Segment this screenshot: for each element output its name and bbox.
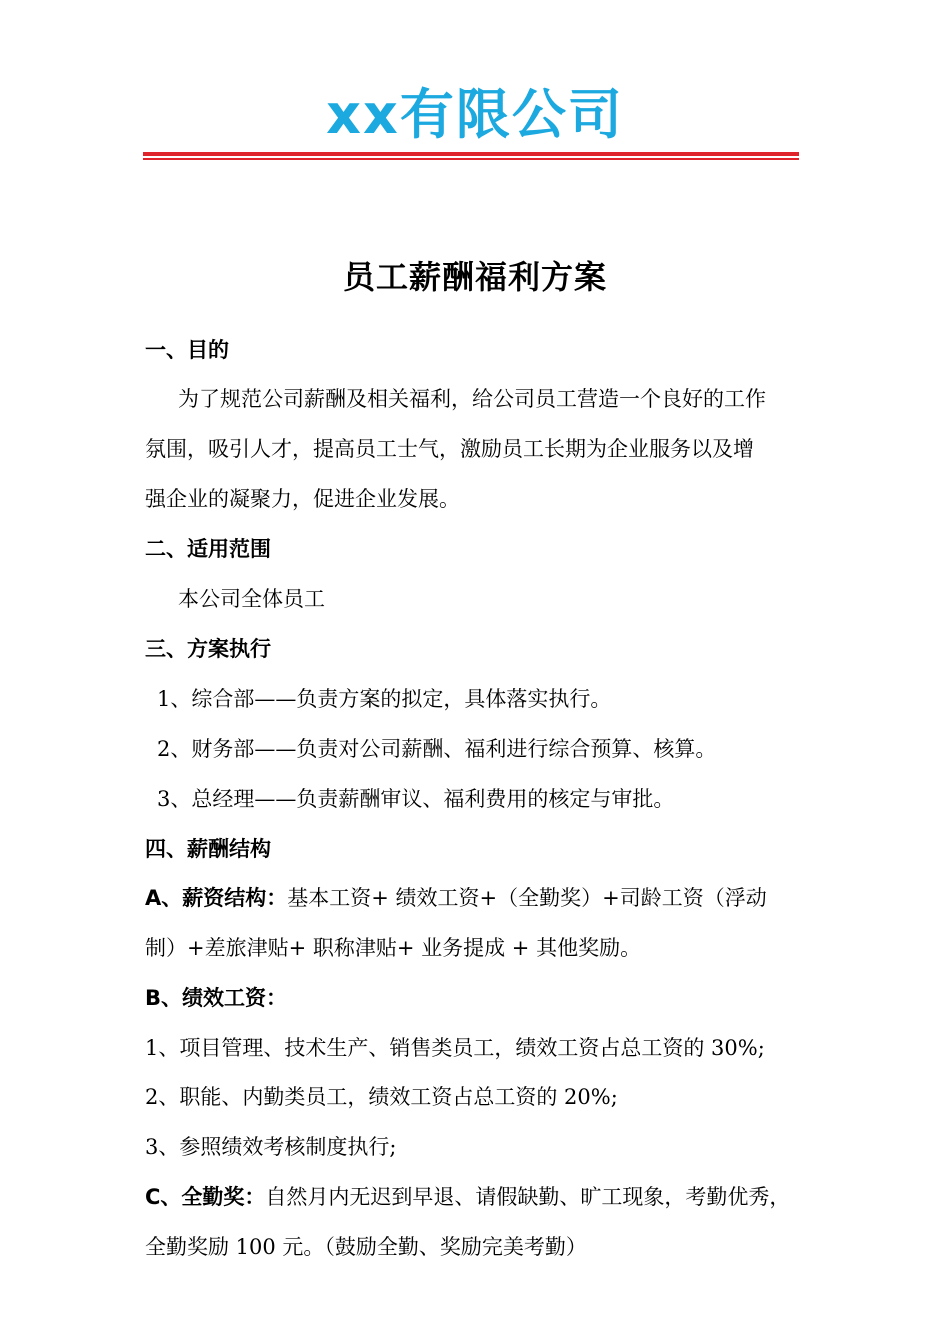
section-heading-structure: 四、薪酬结构 [145,837,271,861]
list-item: 2、财务部——负责对公司薪酬、福利进行综合预算、核算。 [157,737,717,761]
paragraph-line: 制）+差旅津贴+ 职称津贴+ 业务提成 + 其他奖励。 [145,936,642,960]
company-title: xx有限公司 [326,83,624,146]
section-heading-execution: 三、方案执行 [145,637,271,661]
paragraph-line: 本公司全体员工 [178,587,325,611]
salary-structure-line [145,883,767,913]
performance-pay-label: B、绩效工资： [145,986,288,1010]
attendance-bonus-label: C、全勤奖： [145,1185,266,1209]
list-item: 1、综合部——负责方案的拟定，具体落实执行。 [157,687,612,711]
list-item: 3、总经理——负责薪酬审议、福利费用的核定与审批。 [157,787,675,811]
paragraph-line: 氛围，吸引人才，提高员工士气，激励员工长期为企业服务以及增 [145,437,754,461]
section-heading-purpose: 一、目的 [145,338,229,362]
salary-structure-label: A、薪资结构： [145,886,288,910]
header-rule-thin [143,158,799,160]
attendance-bonus-line [145,1182,790,1212]
salary-structure-text: 基本工资+ 绩效工资+（全勤奖）+司龄工资（浮动 [287,886,767,910]
document-title: 员工薪酬福利方案 [342,258,607,296]
paragraph-line: 全勤奖励 100 元。（鼓励全勤、奖励完美考勤） [145,1235,587,1259]
section-heading-scope: 二、适用范围 [145,537,271,561]
paragraph-line: 强企业的凝聚力，促进企业发展。 [145,487,460,511]
paragraph-line: 为了规范公司薪酬及相关福利，给公司员工营造一个良好的工作 [178,387,766,411]
list-item: 2、职能、内勤类员工，绩效工资占总工资的 20%; [145,1085,618,1109]
attendance-bonus-text: 自然月内无迟到早退、请假缺勤、旷工现象，考勤优秀， [265,1185,791,1209]
list-item: 3、参照绩效考核制度执行; [145,1135,397,1159]
header-rule-thick [143,152,799,156]
list-item: 1、项目管理、技术生产、销售类员工，绩效工资占总工资的 30%; [145,1036,765,1060]
